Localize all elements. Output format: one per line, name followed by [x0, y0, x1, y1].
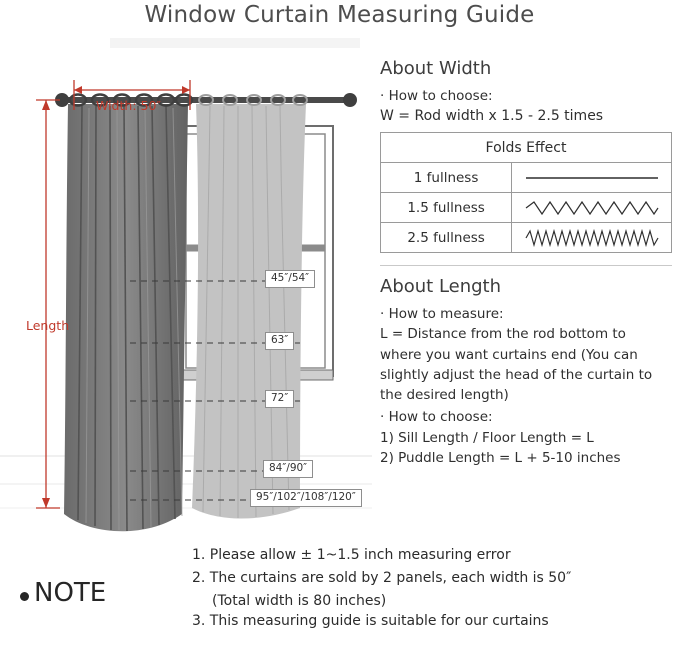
table-row [381, 163, 672, 193]
dark-curtain [64, 95, 192, 532]
sheer-curtain [192, 95, 307, 519]
folds-effect-table [380, 132, 672, 253]
fold-visual-medium-wave [512, 193, 672, 223]
width-formula: W = Rod width x 1.5 - 2.5 times [380, 108, 604, 125]
length-chip-45-54: 45″/54″ [265, 270, 315, 288]
length-measure-line-1: L = Distance from the rod bottom to [380, 326, 626, 343]
fold-name-2: 1.5 fullness [381, 193, 512, 223]
note-item-2-sub: (Total width is 80 inches) [212, 593, 387, 609]
note-bullet-dot [20, 592, 29, 601]
length-measure-line-4: the desired length) [380, 387, 509, 404]
notes-list [192, 545, 672, 634]
width-label: Width: 50″ [96, 98, 162, 113]
fold-visual-dense-wave [512, 223, 672, 253]
length-measure-line-3: slightly adjust the head of the curtain to [380, 366, 653, 383]
length-how-to-choose-label: · How to choose: [380, 409, 493, 426]
table-header-row [381, 133, 672, 163]
about-length-section [380, 276, 672, 467]
curtain-diagram-svg [0, 38, 372, 543]
length-label: Length [26, 318, 70, 333]
length-chip-84-90: 84″/90″ [263, 460, 313, 478]
fold-name-3: 2.5 fullness [381, 223, 512, 253]
length-measure-line-2: where you want curtains end (You can [380, 346, 638, 363]
curtain-illustration [0, 38, 372, 543]
page-title: Window Curtain Measuring Guide [144, 2, 535, 28]
note-label: NOTE [34, 578, 107, 608]
length-choose-2: 2) Puddle Length = L + 5-10 inches [380, 449, 621, 466]
length-chip-63: 63″ [265, 332, 294, 350]
table-row [381, 223, 672, 253]
width-how-to-choose-label: · How to choose: [380, 88, 493, 104]
fold-name-1: 1 fullness [381, 163, 512, 193]
guide-text-column [380, 58, 672, 468]
about-length-heading: About Length [380, 276, 502, 298]
section-divider [380, 265, 672, 266]
length-chip-72: 72″ [265, 390, 294, 408]
length-choose-1: 1) Sill Length / Floor Length = L [380, 429, 594, 446]
note-item-2: 2. The curtains are sold by 2 panels, each width is 50″ [192, 570, 572, 586]
fold-visual-straight [512, 163, 672, 193]
table-row [381, 193, 672, 223]
note-item-1: 1. Please allow ± 1~1.5 inch measuring error [192, 547, 511, 563]
folds-effect-header: Folds Effect [381, 133, 672, 163]
length-how-to-measure-label: · How to measure: [380, 306, 504, 323]
length-dimension [36, 100, 60, 508]
about-width-heading: About Width [380, 58, 492, 79]
length-chip-95-120: 95″/102″/108″/120″ [250, 489, 362, 507]
note-item-3: 3. This measuring guide is suitable for our curtains [192, 613, 549, 630]
